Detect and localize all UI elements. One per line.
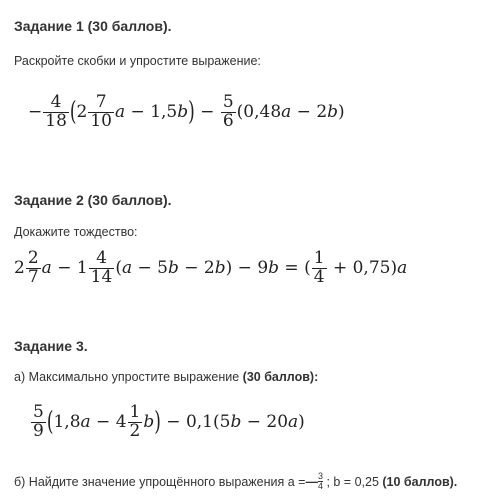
fraction (89, 250, 115, 287)
variable-b: b (214, 258, 226, 279)
right-paren: ) (154, 406, 161, 438)
right-paren: ) (225, 258, 233, 279)
term: − 9 (232, 258, 269, 279)
part-a-text: а) Максимально упростите выражение (14, 370, 243, 384)
denominator: 9 (33, 420, 44, 441)
term: 1,8 (53, 412, 81, 433)
numerator: 5 (33, 402, 44, 422)
mixed-whole: 2 (14, 258, 25, 279)
denominator: 10 (90, 110, 112, 131)
task1-expression (28, 94, 345, 131)
task2-expression (14, 250, 407, 287)
numerator: 5 (222, 92, 234, 112)
fraction (26, 250, 41, 287)
part-b-text: б) Найдите значение упрощённого выражения a = (14, 474, 306, 489)
variable-b: b (167, 258, 179, 279)
numerator: 4 (96, 248, 107, 268)
variable-a: a (41, 258, 52, 279)
numerator: 1 (129, 402, 141, 422)
term: − 4 (90, 412, 127, 433)
term: − 1,5 (125, 102, 178, 123)
denominator: 6 (222, 110, 234, 131)
denominator: 2 (129, 420, 141, 441)
task3-heading: Задание 3. (14, 338, 88, 354)
variable-a: a (397, 258, 408, 279)
fraction (88, 94, 114, 131)
fraction (128, 404, 143, 441)
task1-heading: Задание 1 (30 баллов). (14, 18, 172, 34)
left-paren: ( (46, 406, 54, 438)
numerator: 4 (50, 92, 62, 112)
term: − 1 (51, 258, 88, 279)
fraction (43, 94, 69, 131)
part-b-points: (10 баллов). (382, 474, 458, 489)
equals-sign: = ( (279, 258, 311, 279)
denominator: 18 (45, 110, 67, 131)
fraction (312, 250, 327, 287)
task2-heading: Задание 2 (30 баллов). (14, 192, 172, 208)
term: + 0,75) (327, 258, 398, 279)
minus-sign: — (305, 474, 318, 489)
task2-instruction: Докажите тождество: (14, 225, 138, 239)
numerator: 2 (27, 248, 39, 268)
denominator: 4 (317, 481, 323, 491)
mixed-whole: 2 (76, 102, 88, 123)
part-b-values: ; b = 0,25 (322, 474, 383, 489)
task3-part-a (14, 370, 318, 384)
task3-part-b (14, 472, 457, 491)
denominator: 14 (90, 266, 113, 287)
variable-b: b (268, 258, 280, 279)
task3-expression (30, 404, 305, 441)
left-paren: ( (115, 258, 122, 279)
variable-b: b (143, 412, 155, 433)
variable-a: a (115, 102, 126, 123)
term: − 2 (178, 258, 215, 279)
term: (0,48 (236, 102, 282, 123)
fraction (221, 94, 236, 131)
term: − 2 (291, 102, 328, 123)
variable-b: b (177, 102, 189, 123)
variable-a: a (80, 412, 91, 433)
variable-a: a (121, 258, 133, 279)
minus-sign: − (28, 102, 43, 123)
minus-sign: − (194, 102, 220, 123)
term: − 20 (241, 412, 289, 433)
right-paren: ) (298, 412, 305, 433)
variable-b: b (230, 412, 242, 433)
part-a-points: (30 баллов): (242, 370, 319, 384)
variable-a: a (288, 412, 299, 433)
numerator: 3 (317, 471, 323, 481)
numerator: 1 (313, 248, 325, 268)
term: − 5 (132, 258, 168, 279)
right-paren: ) (188, 96, 195, 128)
task1-instruction: Раскройте скобки и упростите выражение: (14, 54, 261, 68)
fraction (31, 404, 46, 441)
left-paren: ( (69, 96, 77, 128)
right-paren: ) (338, 102, 345, 123)
term: − 0,1(5 (160, 412, 231, 433)
denominator: 7 (27, 266, 39, 287)
variable-b: b (327, 102, 339, 123)
variable-a: a (281, 102, 292, 123)
numerator: 7 (95, 92, 107, 112)
denominator: 4 (313, 266, 325, 287)
